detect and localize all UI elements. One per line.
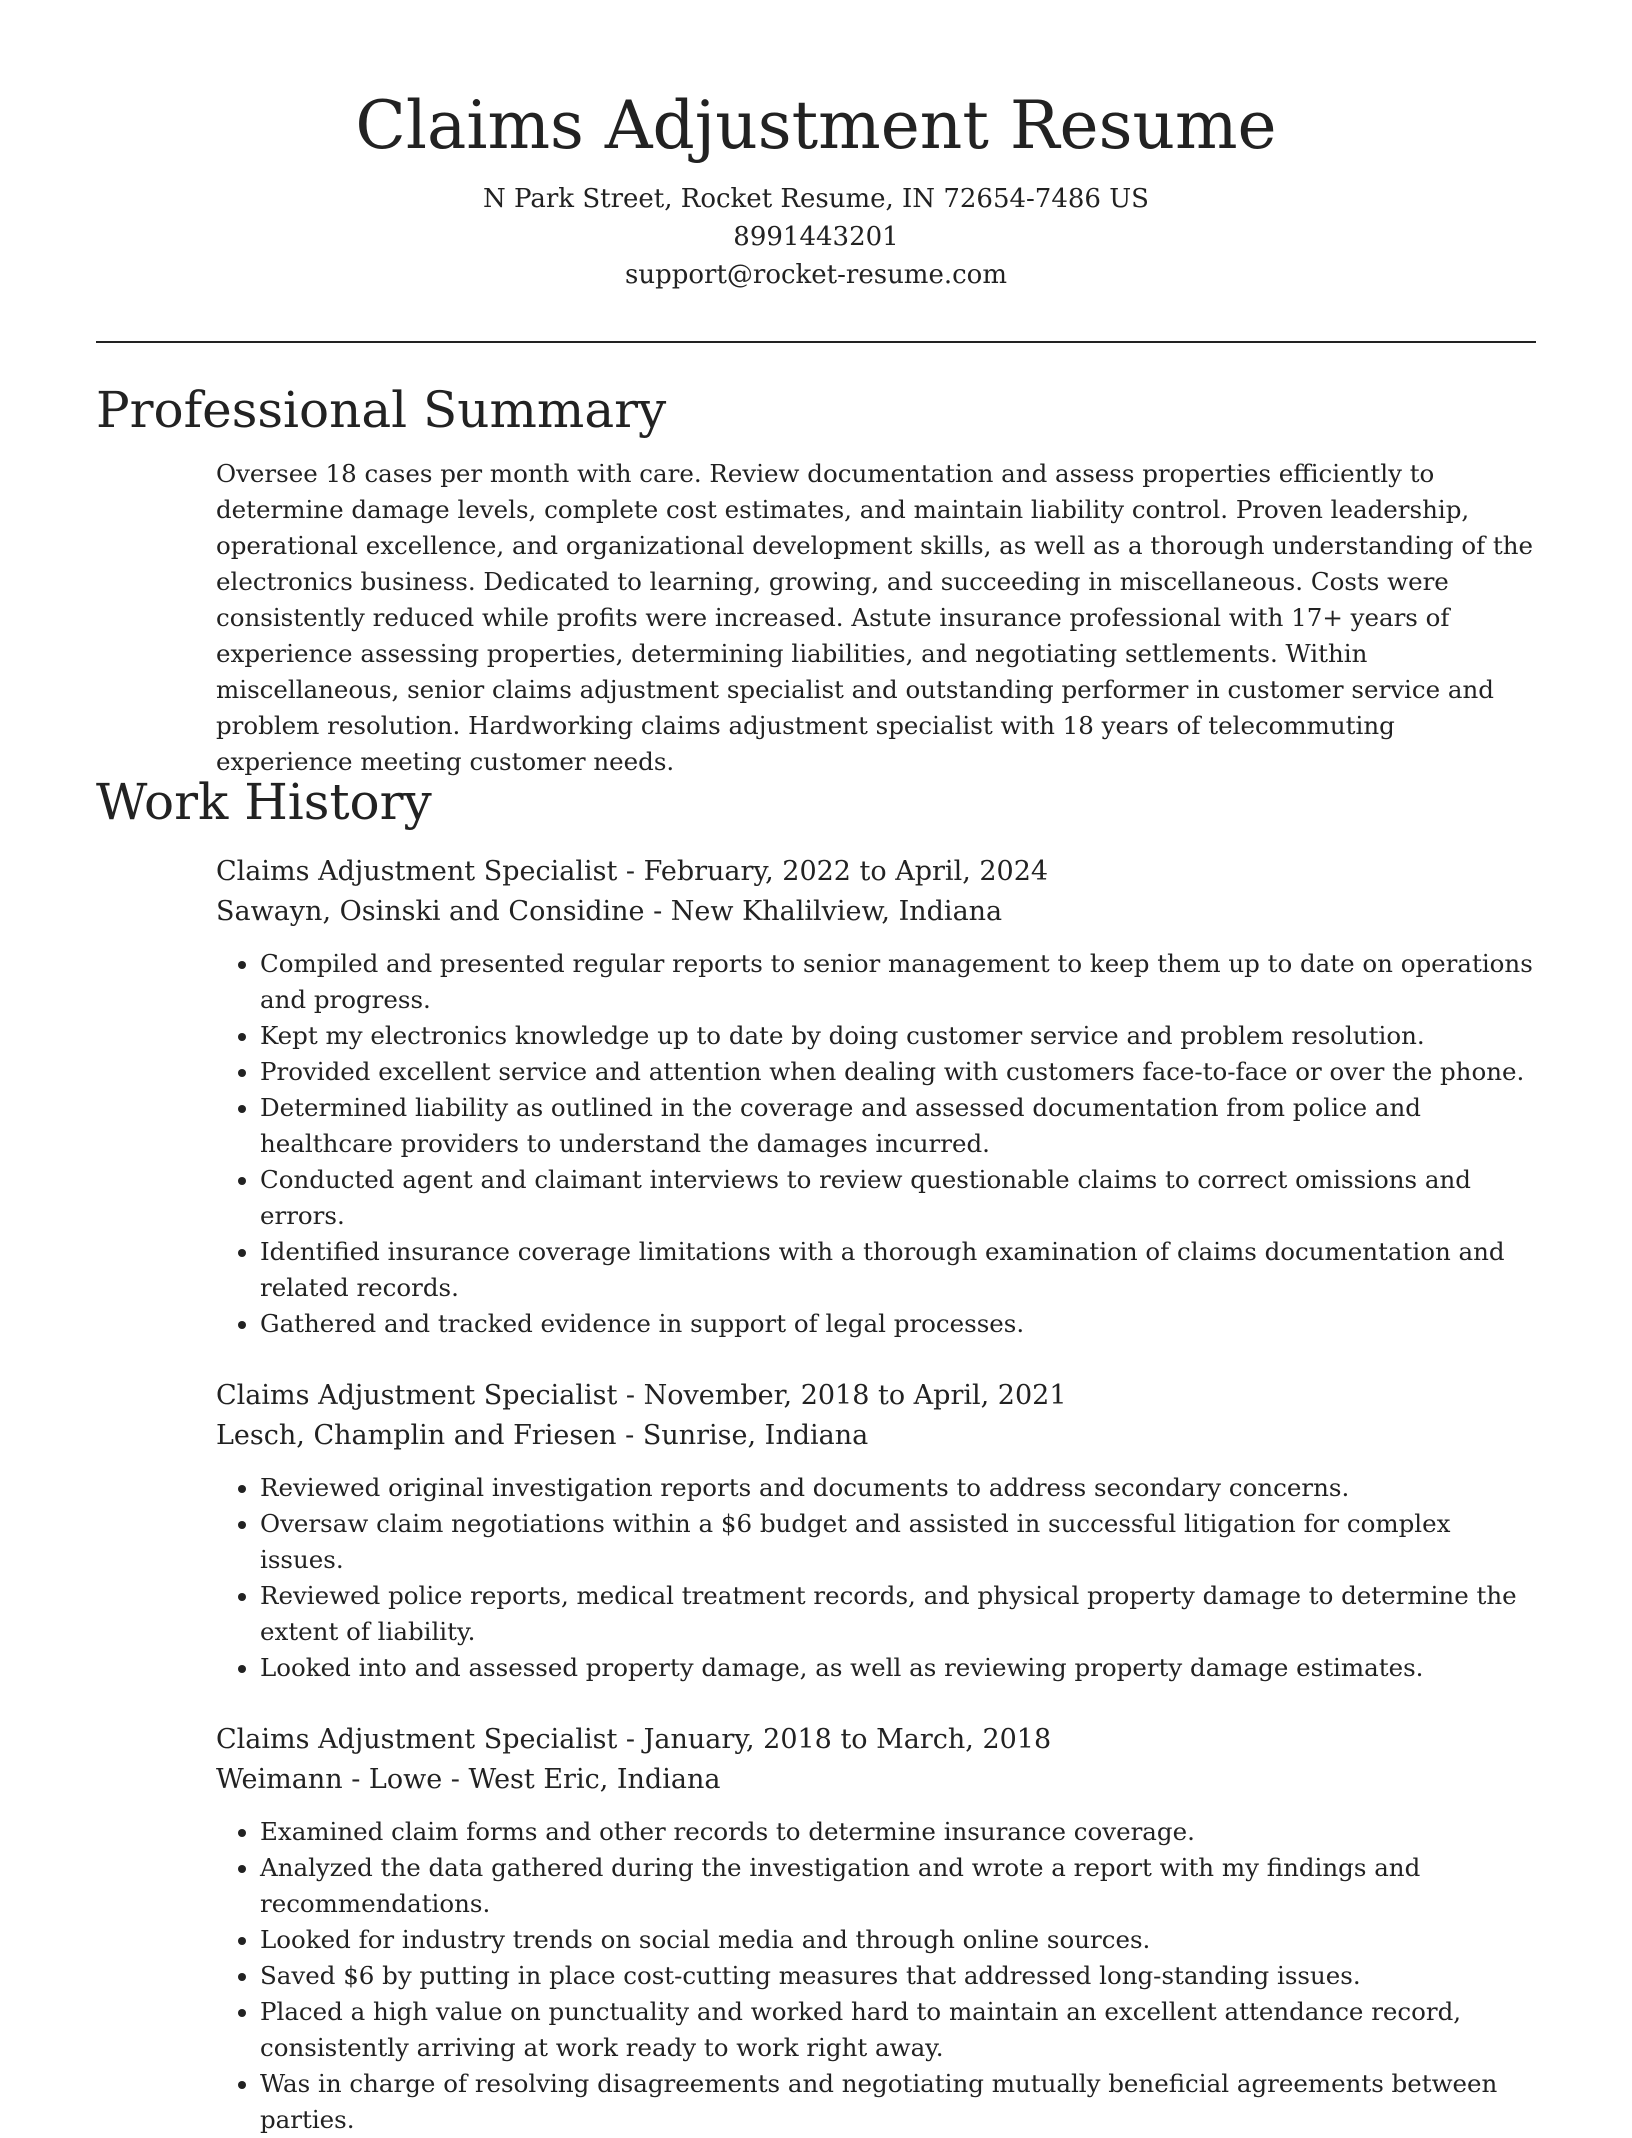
professional-summary-section <box>96 378 1536 780</box>
section-title-work-history: Work History <box>96 773 432 831</box>
job-entry <box>216 1720 1536 2138</box>
job-bullet: • Looked into and assessed property damage, as well as reviewing property damage estimates. <box>260 1650 1536 1686</box>
job-bullet-list <box>216 1470 1536 1686</box>
job-bullet: • Reviewed original investigation reports and documents to address secondary concerns. <box>260 1470 1536 1506</box>
job-entry <box>216 852 1536 1342</box>
job-title-line: Claims Adjustment Specialist - January, 2018 to March, 2018 <box>216 1724 1052 1755</box>
job-bullet: • Placed a high value on punctuality and worked hard to maintain an excellent attendance record, consistently arriving at work ready to work right away. <box>260 1994 1536 2066</box>
job-location: Sunrise, Indiana <box>642 1420 869 1451</box>
job-title: Claims Adjustment Specialist <box>216 1724 618 1755</box>
header-divider <box>96 341 1536 343</box>
job-title: Claims Adjustment Specialist <box>216 1380 618 1411</box>
contact-phone: 8991443201 <box>733 222 899 252</box>
resume-header <box>0 0 1632 294</box>
job-bullet: • Gathered and tracked evidence in support of legal processes. <box>260 1306 1536 1342</box>
contact-address: N Park Street, Rocket Resume, IN 72654-7486 US <box>483 184 1149 214</box>
job-bullet: • Oversaw claim negotiations within a $6 budget and assisted in successful litigation for complex issues. <box>260 1506 1536 1578</box>
job-dates: January, 2018 to March, 2018 <box>643 1724 1052 1755</box>
job-company: Sawayn, Osinski and Considine <box>216 896 645 927</box>
job-bullet: • Identified insurance coverage limitations with a thorough examination of claims documentation and related records. <box>260 1234 1536 1306</box>
job-bullet: • Saved $6 by putting in place cost-cutting measures that addressed long-standing issues. <box>260 1958 1536 1994</box>
work-history-body <box>216 852 1536 2138</box>
job-bullet-list <box>216 946 1536 1342</box>
job-bullet: • Looked for industry trends on social media and through online sources. <box>260 1922 1536 1958</box>
job-bullet: • Was in charge of resolving disagreements and negotiating mutually beneficial agreements between parties. <box>260 2066 1536 2138</box>
resume-name: Claims Adjustment Resume <box>355 87 1277 164</box>
job-title: Claims Adjustment Specialist <box>216 856 618 887</box>
job-bullet-list <box>216 1814 1536 2138</box>
contact-email: support@rocket-resume.com <box>624 260 1007 290</box>
job-bullet: • Determined liability as outlined in the coverage and assessed documentation from police and healthcare providers to understand the damages incurred. <box>260 1090 1536 1162</box>
job-title-line: Claims Adjustment Specialist - February, 2022 to April, 2024 <box>216 856 1049 887</box>
summary-body <box>216 456 1536 780</box>
job-bullet: • Conducted agent and claimant interviews to review questionable claims to correct omissions and errors. <box>260 1162 1536 1234</box>
job-company-line: Weimann - Lowe - West Eric, Indiana <box>216 1764 721 1795</box>
job-bullet: • Analyzed the data gathered during the investigation and wrote a report with my findings and recommendations. <box>260 1850 1536 1922</box>
contact-info <box>0 180 1632 294</box>
job-dates: February, 2022 to April, 2024 <box>643 856 1049 887</box>
job-entry <box>216 1376 1536 1686</box>
work-history-section <box>96 770 1536 2138</box>
job-title-line: Claims Adjustment Specialist - November, 2018 to April, 2021 <box>216 1380 1067 1411</box>
job-company-line: Sawayn, Osinski and Considine - New Khalilview, Indiana <box>216 896 1003 927</box>
summary-text: Oversee 18 cases per month with care. Review documentation and assess properties efficiently to determine damage levels, complete cost estimates, and maintain liability control. Proven leadership, operational excellence, and organizational development skills, as well as a thorough understanding of the electronics business. Dedicated to learning, growing, and succeeding in miscellaneous. Costs were consistently reduced while profits were increased. Astute insurance professional with 17+ years of experience assessing properties, determining liabilities, and negotiating settlements. Within miscellaneous, senior claims adjustment specialist and outstanding performer in customer service and problem resolution. Hardworking claims adjustment specialist with 18 years of telecommuting experience meeting customer needs. <box>216 459 1534 776</box>
job-bullet: • Kept my electronics knowledge up to date by doing customer service and problem resolution. <box>260 1018 1536 1054</box>
job-bullet: • Compiled and presented regular reports to senior management to keep them up to date on operations and progress. <box>260 946 1536 1018</box>
job-location: New Khalilview, Indiana <box>670 896 1003 927</box>
job-location: West Eric, Indiana <box>468 1764 721 1795</box>
job-company: Lesch, Champlin and Friesen <box>216 1420 617 1451</box>
job-bullet: • Reviewed police reports, medical treatment records, and physical property damage to determine the extent of liability. <box>260 1578 1536 1650</box>
job-company: Weimann - Lowe <box>216 1764 443 1795</box>
job-bullet: • Provided excellent service and attention when dealing with customers face-to-face or over the phone. <box>260 1054 1536 1090</box>
job-company-line: Lesch, Champlin and Friesen - Sunrise, Indiana <box>216 1420 869 1451</box>
job-dates: November, 2018 to April, 2021 <box>643 1380 1067 1411</box>
job-bullet: • Examined claim forms and other records to determine insurance coverage. <box>260 1814 1536 1850</box>
section-title-summary: Professional Summary <box>96 381 667 439</box>
